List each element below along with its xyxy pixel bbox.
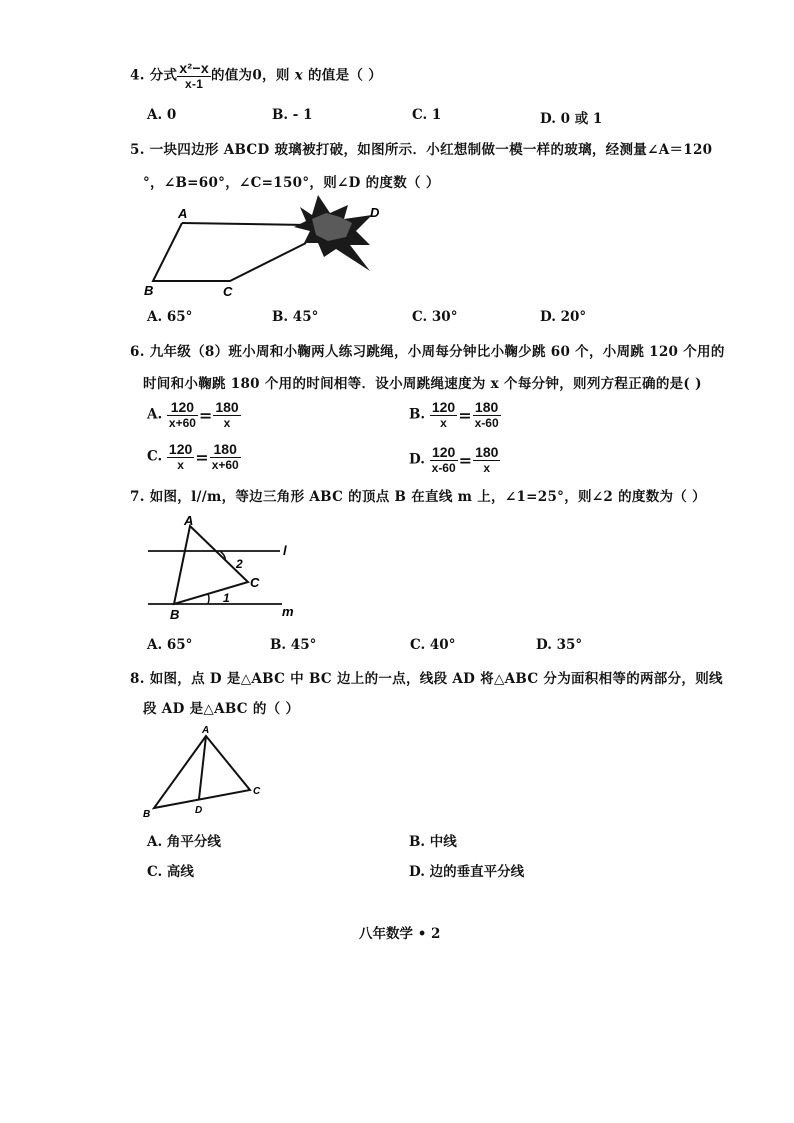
q8-option-d: D. 边的垂直平分线 bbox=[409, 864, 525, 880]
vertex-a-label: A bbox=[184, 513, 194, 528]
fraction-numerator: 180 bbox=[215, 399, 239, 415]
option-letter: B. bbox=[409, 406, 426, 423]
question-text: 分式 bbox=[149, 67, 178, 84]
vertex-a-label: A bbox=[202, 725, 210, 736]
question-text: 的值是（ ） bbox=[308, 67, 382, 84]
fraction-denominator: x bbox=[483, 461, 491, 475]
quadrilateral-figure bbox=[140, 193, 400, 303]
vertex-c-label: C bbox=[223, 284, 233, 299]
question-6-line-1: 6. 九年级（8）班小周和小鞠两人练习跳绳，小周每分钟比小鞠少跳 60 个，小周跳 120 个用的 bbox=[130, 344, 725, 360]
triangle-median-figure bbox=[140, 722, 270, 822]
fraction bbox=[177, 60, 211, 92]
edge-ad bbox=[182, 223, 308, 225]
q6-option-c bbox=[147, 441, 241, 473]
angle-2-label: 2 bbox=[236, 557, 243, 571]
q5-option-d: D. 20° bbox=[540, 309, 587, 325]
line-m-label: m bbox=[282, 604, 294, 619]
question-5-line-2: °，∠B=60°，∠C=150°，则∠D 的度数（ ） bbox=[143, 175, 440, 191]
fraction-numerator: 120 bbox=[167, 399, 198, 416]
fraction-denominator: x+60 bbox=[168, 416, 196, 430]
equals-sign: = bbox=[198, 405, 213, 425]
vertex-a-label: A bbox=[178, 206, 188, 221]
q4-option-a: A. 0 bbox=[147, 107, 177, 123]
q7-option-c: C. 40° bbox=[410, 637, 456, 653]
fraction bbox=[473, 444, 500, 476]
vertex-b-label: B bbox=[144, 283, 154, 298]
fraction-denominator: x-60 bbox=[431, 461, 456, 475]
q8-option-a: A. 角平分线 bbox=[147, 834, 221, 850]
question-5-line-1: 5. 一块四边形 ABCD 玻璃被打破，如图所示．小红想制做一模一样的玻璃，经测量∠A＝120 bbox=[130, 142, 713, 158]
q7-option-a: A. 65° bbox=[147, 637, 193, 653]
q6-option-b bbox=[409, 399, 501, 431]
page-footer: 八年数学 • 2 bbox=[359, 926, 441, 942]
q4-option-d: D. 0 或 1 bbox=[540, 111, 603, 127]
vertex-d-label: D bbox=[370, 205, 380, 220]
fraction-denominator: x bbox=[177, 458, 184, 472]
q4-option-b: B. - 1 bbox=[272, 107, 313, 123]
fraction-numerator: 180 bbox=[475, 444, 499, 460]
fraction bbox=[167, 399, 198, 431]
fraction-numerator: 180 bbox=[210, 441, 241, 458]
fraction bbox=[473, 399, 501, 431]
question-4 bbox=[130, 60, 382, 92]
vertex-b-label: B bbox=[143, 809, 151, 820]
q5-option-b: B. 45° bbox=[272, 309, 319, 325]
angle-1-label: 1 bbox=[223, 591, 230, 605]
option-letter: C. bbox=[147, 448, 163, 465]
fraction-denominator: x bbox=[440, 416, 447, 430]
question-number: 4. bbox=[130, 67, 145, 84]
q6-option-a bbox=[147, 399, 241, 431]
fraction-denominator: x bbox=[223, 416, 231, 430]
point-d-label: D bbox=[195, 805, 203, 816]
vertex-c-label: C bbox=[253, 786, 261, 797]
fraction-denominator: x+60 bbox=[211, 458, 239, 472]
q6-option-d bbox=[409, 444, 500, 476]
fraction bbox=[213, 399, 240, 431]
fraction bbox=[210, 441, 241, 473]
question-text: 的值为0，则 bbox=[210, 67, 290, 84]
fraction-numerator: 120 bbox=[431, 399, 456, 415]
fraction bbox=[430, 444, 458, 476]
vertex-b-label: B bbox=[170, 607, 180, 622]
equals-sign: = bbox=[458, 450, 473, 470]
vertex-c-label: C bbox=[250, 575, 260, 590]
q8-option-c: C. 高线 bbox=[147, 864, 194, 880]
q5-option-c: C. 30° bbox=[412, 309, 458, 325]
angle-1-arc bbox=[208, 594, 209, 604]
fraction bbox=[430, 399, 457, 431]
parallel-lines-triangle-figure bbox=[140, 512, 310, 624]
equals-sign: = bbox=[458, 405, 472, 425]
fraction-numerator: 180 bbox=[473, 399, 501, 416]
option-letter: A. bbox=[147, 406, 163, 423]
fraction bbox=[167, 441, 194, 473]
q7-option-b: B. 45° bbox=[270, 637, 317, 653]
fraction-numerator: 120 bbox=[168, 441, 193, 457]
q4-option-c: C. 1 bbox=[412, 107, 442, 123]
fraction-numerator: x²−x bbox=[179, 60, 209, 76]
q5-option-a: A. 65° bbox=[147, 309, 193, 325]
question-7-line-1: 7. 如图，l//m，等边三角形 ABC 的顶点 B 在直线 m 上，∠1=25°，则∠2 的度数为（ ） bbox=[130, 489, 706, 505]
question-8-line-1: 8. 如图，点 D 是△ABC 中 BC 边上的一点，线段 AD 将△ABC 分为面积相等的两部分，则线 bbox=[130, 671, 723, 687]
fraction-denominator: x-1 bbox=[185, 77, 204, 91]
fraction-numerator: 120 bbox=[430, 444, 458, 461]
line-l-label: l bbox=[283, 543, 287, 558]
question-8-line-2: 段 AD 是△ABC 的（ ） bbox=[143, 701, 300, 717]
q7-option-d: D. 35° bbox=[536, 637, 583, 653]
fraction-denominator: x-60 bbox=[474, 416, 499, 430]
quadrilateral-edges bbox=[153, 223, 306, 281]
option-letter: D. bbox=[409, 451, 425, 468]
question-6-line-2: 时间和小鞠跳 180 个用的时间相等．设小周跳绳速度为 x 个每分钟，则列方程正确的是( ) bbox=[143, 376, 702, 392]
q8-option-b: B. 中线 bbox=[409, 834, 457, 850]
equals-sign: = bbox=[195, 447, 209, 467]
variable: x bbox=[294, 67, 303, 84]
